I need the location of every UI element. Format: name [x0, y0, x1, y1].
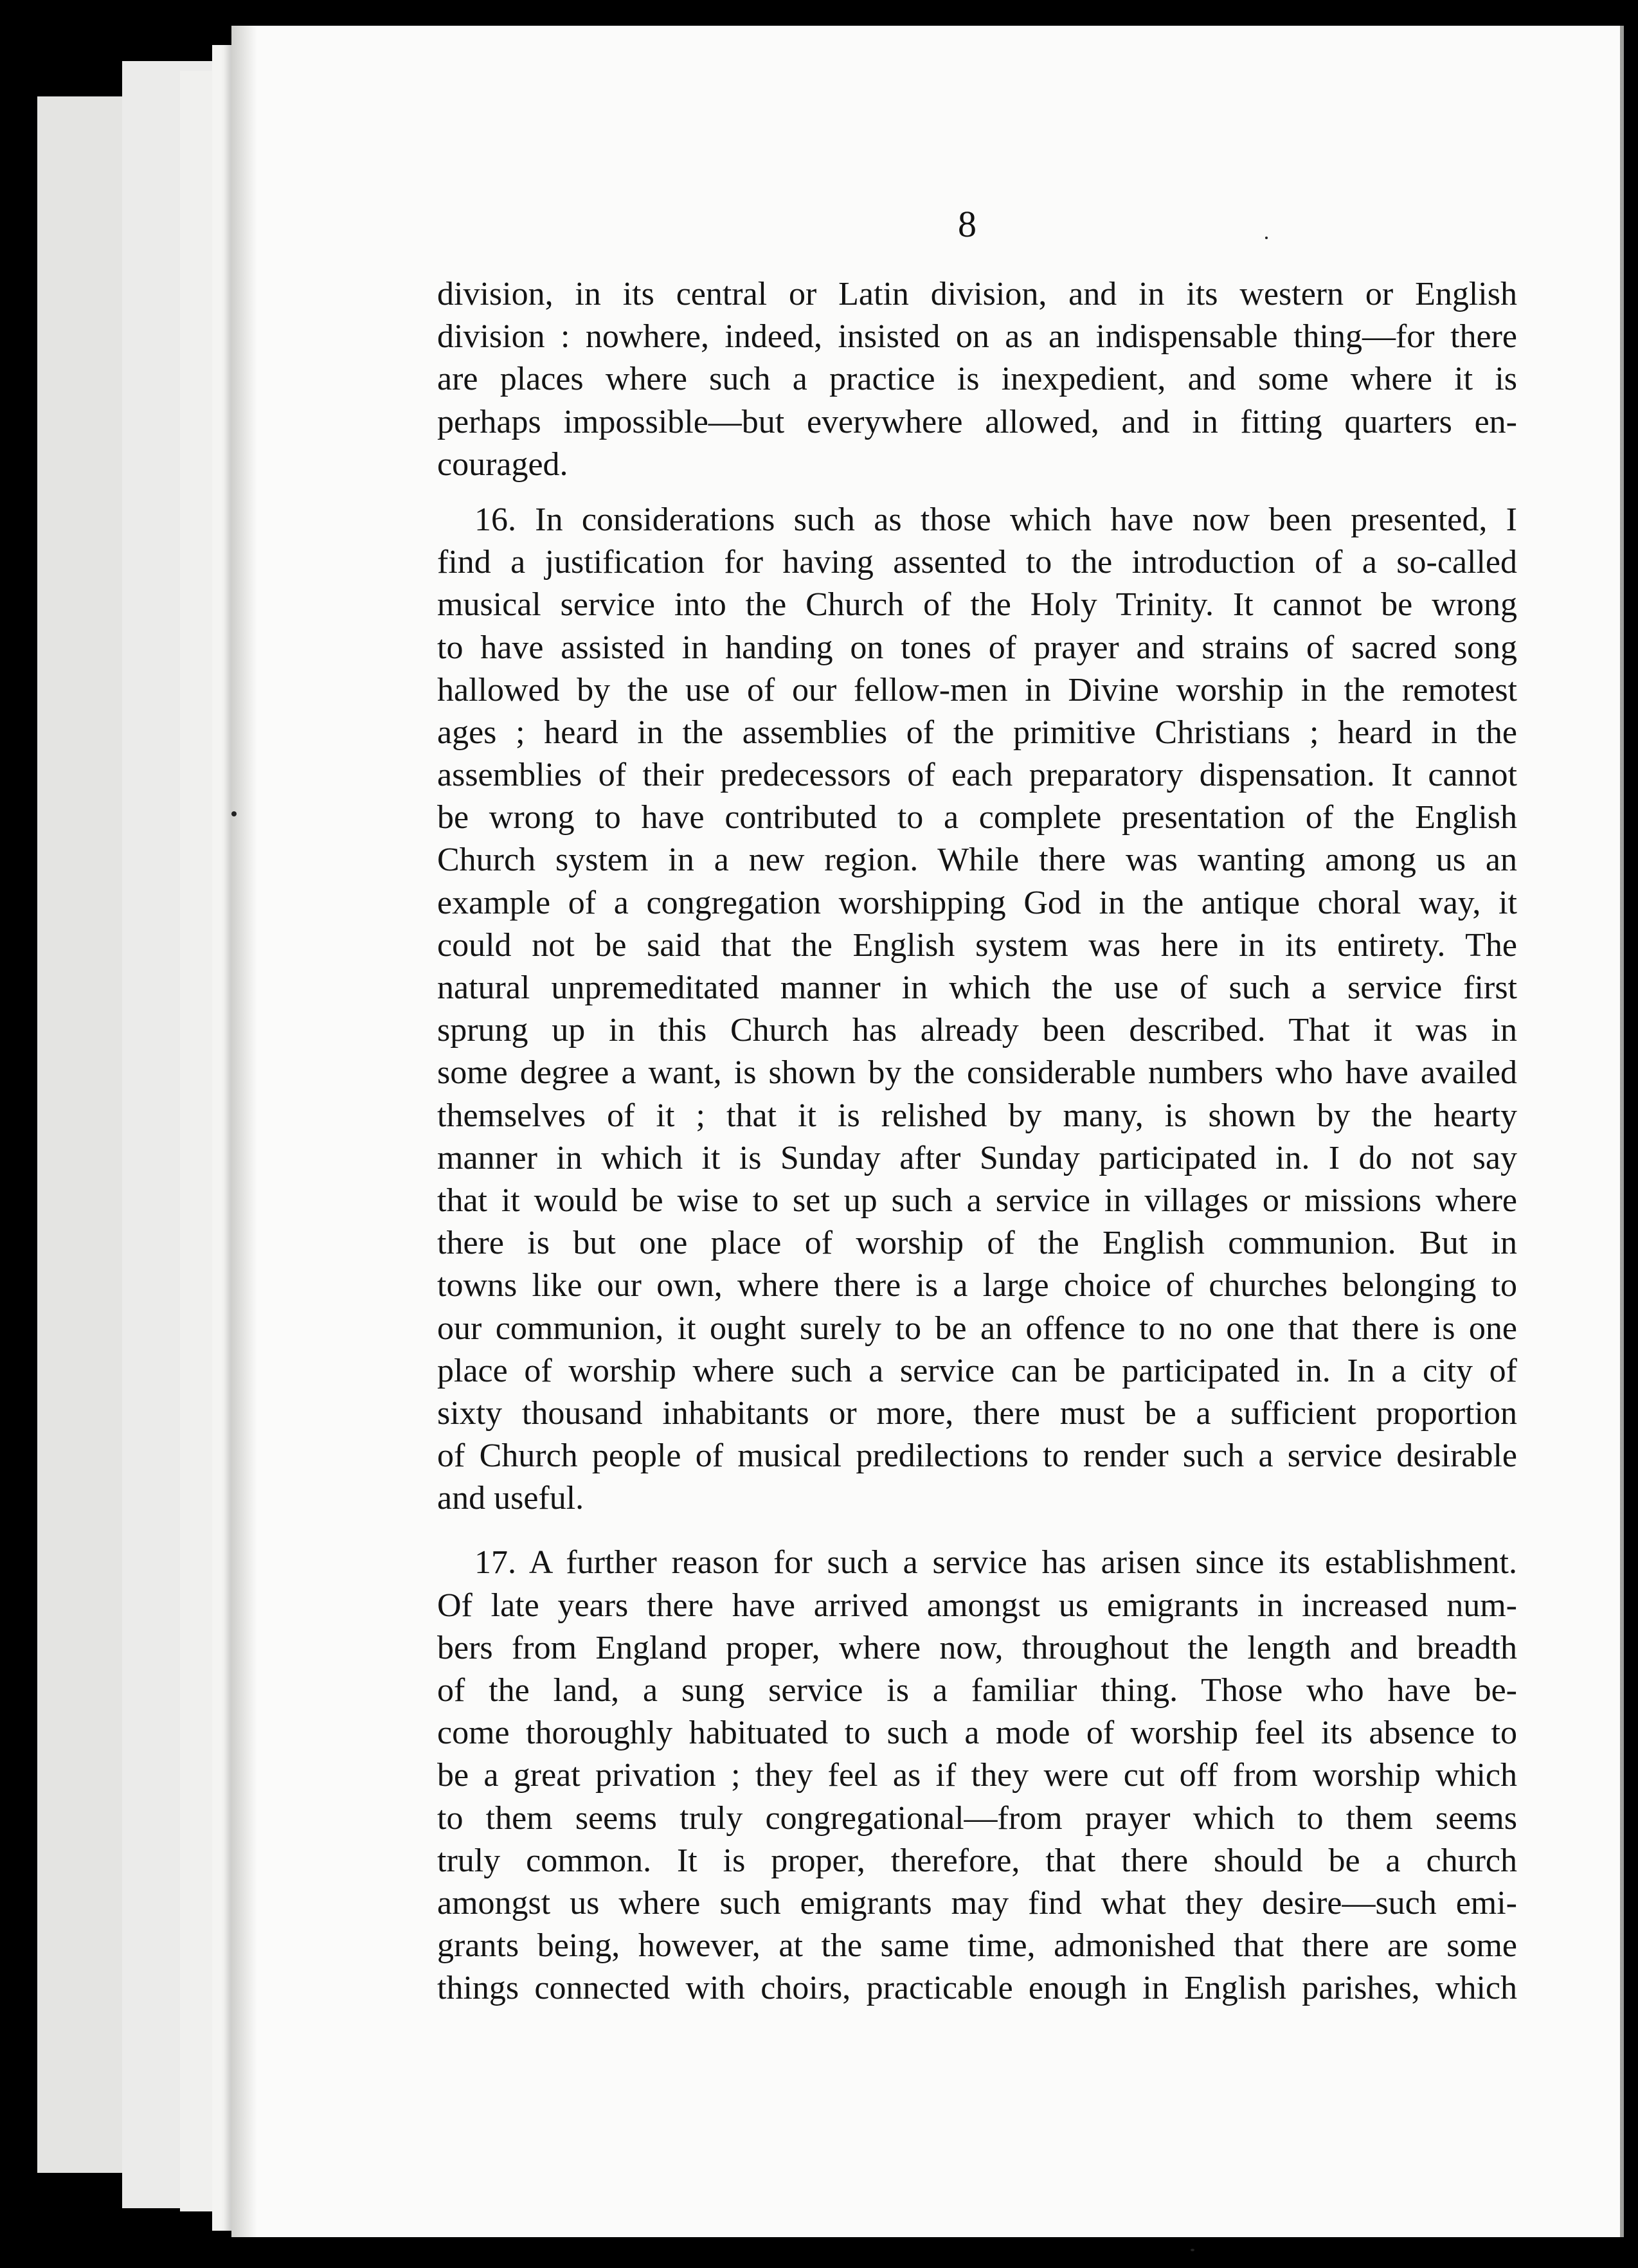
text-line: truly common. It is proper, therefore, that there should be a church: [437, 1842, 1517, 1879]
text-line: place of worship where such a service can be participated in. In a city of: [437, 1352, 1517, 1389]
text-line: musical service into the Church of the Holy Trinity. It cannot be wrong: [437, 586, 1517, 624]
text-line: sixty thousand inhabitants or more, there must be a sufficient proportion: [437, 1394, 1517, 1432]
text-line: 17. A further reason for such a service has arisen since its establishment.: [474, 1544, 1517, 1581]
text-line: find a justification for having assented to the introduction of a so-called: [437, 544, 1517, 581]
paragraph-section-17: [437, 1542, 1517, 2010]
text-line: of Church people of musical predilections to render such a service desirable: [437, 1437, 1517, 1475]
scan-speck: [1191, 2249, 1194, 2251]
text-line: could not be said that the English system was here in its entirety. The: [437, 926, 1517, 964]
text-line: sprung up in this Church has already been described. That it was in: [437, 1012, 1517, 1049]
text-line: of the land, a sung service is a familiar thing. Those who have be-: [437, 1672, 1517, 1709]
text-line: amongst us where such emigrants may find what they desire—such emi-: [437, 1884, 1517, 1922]
text-line: come thoroughly habituated to such a mode of worship feel its absence to: [437, 1715, 1517, 1752]
text-line: assemblies of their predecessors of each preparatory dispensation. It cannot: [437, 757, 1517, 794]
text-line: couraged.: [437, 446, 568, 483]
text-line: manner in which it is Sunday after Sunday participated in. I do not say: [437, 1139, 1517, 1176]
text-line: some degree a want, is shown by the considerable numbers who have availed: [437, 1054, 1517, 1092]
text-line: towns like our own, where there is a large choice of churches belonging to: [437, 1267, 1517, 1304]
text-line: there is but one place of worship of the English communion. But in: [437, 1225, 1517, 1262]
text-line: and useful.: [437, 1480, 584, 1517]
text-line: division, in its central or Latin division, and in its western or English: [437, 276, 1517, 312]
text-line: themselves of it ; that it is relished by many, is shown by the hearty: [437, 1097, 1517, 1134]
text-line: our communion, it ought surely to be an offence to no one that there is one: [437, 1310, 1517, 1347]
text-line: things connected with choirs, practicable enough in English parishes, which: [437, 1970, 1517, 2007]
text-line: Of late years there have arrived amongst us emigrants in increased num-: [437, 1587, 1517, 1624]
text-line: division : nowhere, indeed, insisted on as an indispensable thing—for there: [437, 318, 1517, 356]
text-line: example of a congregation worshipping God in the antique choral way, it: [437, 884, 1517, 921]
text-line: hallowed by the use of our fellow-men in Divine worship in the remotest: [437, 671, 1517, 708]
text-line: be a great privation ; they feel as if they were cut off from worship which: [437, 1757, 1517, 1794]
page-number: 8: [958, 203, 977, 245]
text-line: perhaps impossible—but everywhere allowed, and in fitting quarters en-: [437, 403, 1517, 440]
binding-shadow: [231, 26, 257, 2237]
text-line: are places where such a practice is inexpedient, and some where it is: [437, 361, 1517, 398]
body-text: [437, 273, 1517, 2010]
text-line: be wrong to have contributed to a complete presentation of the English: [437, 799, 1517, 836]
text-line: grants being, however, at the same time, admonished that there are some: [437, 1927, 1517, 1965]
text-line: bers from England proper, where now, throughout the length and breadth: [437, 1629, 1517, 1666]
text-line: to them seems truly congregational—from prayer which to them seems: [437, 1799, 1517, 1837]
text-line: ages ; heard in the assemblies of the primitive Christians ; heard in the: [437, 714, 1517, 751]
text-line: that it would be wise to set up such a service in villages or missions where: [437, 1182, 1517, 1219]
scan-speck: [1265, 237, 1268, 239]
paragraph-section-16: [437, 499, 1517, 1520]
text-line: 16. In considerations such as those which have now been presented, I: [474, 501, 1517, 538]
text-line: Church system in a new region. While there was wanting among us an: [437, 842, 1517, 879]
scan-speck: [231, 811, 237, 816]
text-line: natural unpremeditated manner in which the use of such a service first: [437, 969, 1517, 1006]
text-line: to have assisted in handing on tones of prayer and strains of sacred song: [437, 629, 1517, 666]
paragraph-continuation: [437, 273, 1517, 486]
scan-border: [1624, 0, 1638, 2268]
